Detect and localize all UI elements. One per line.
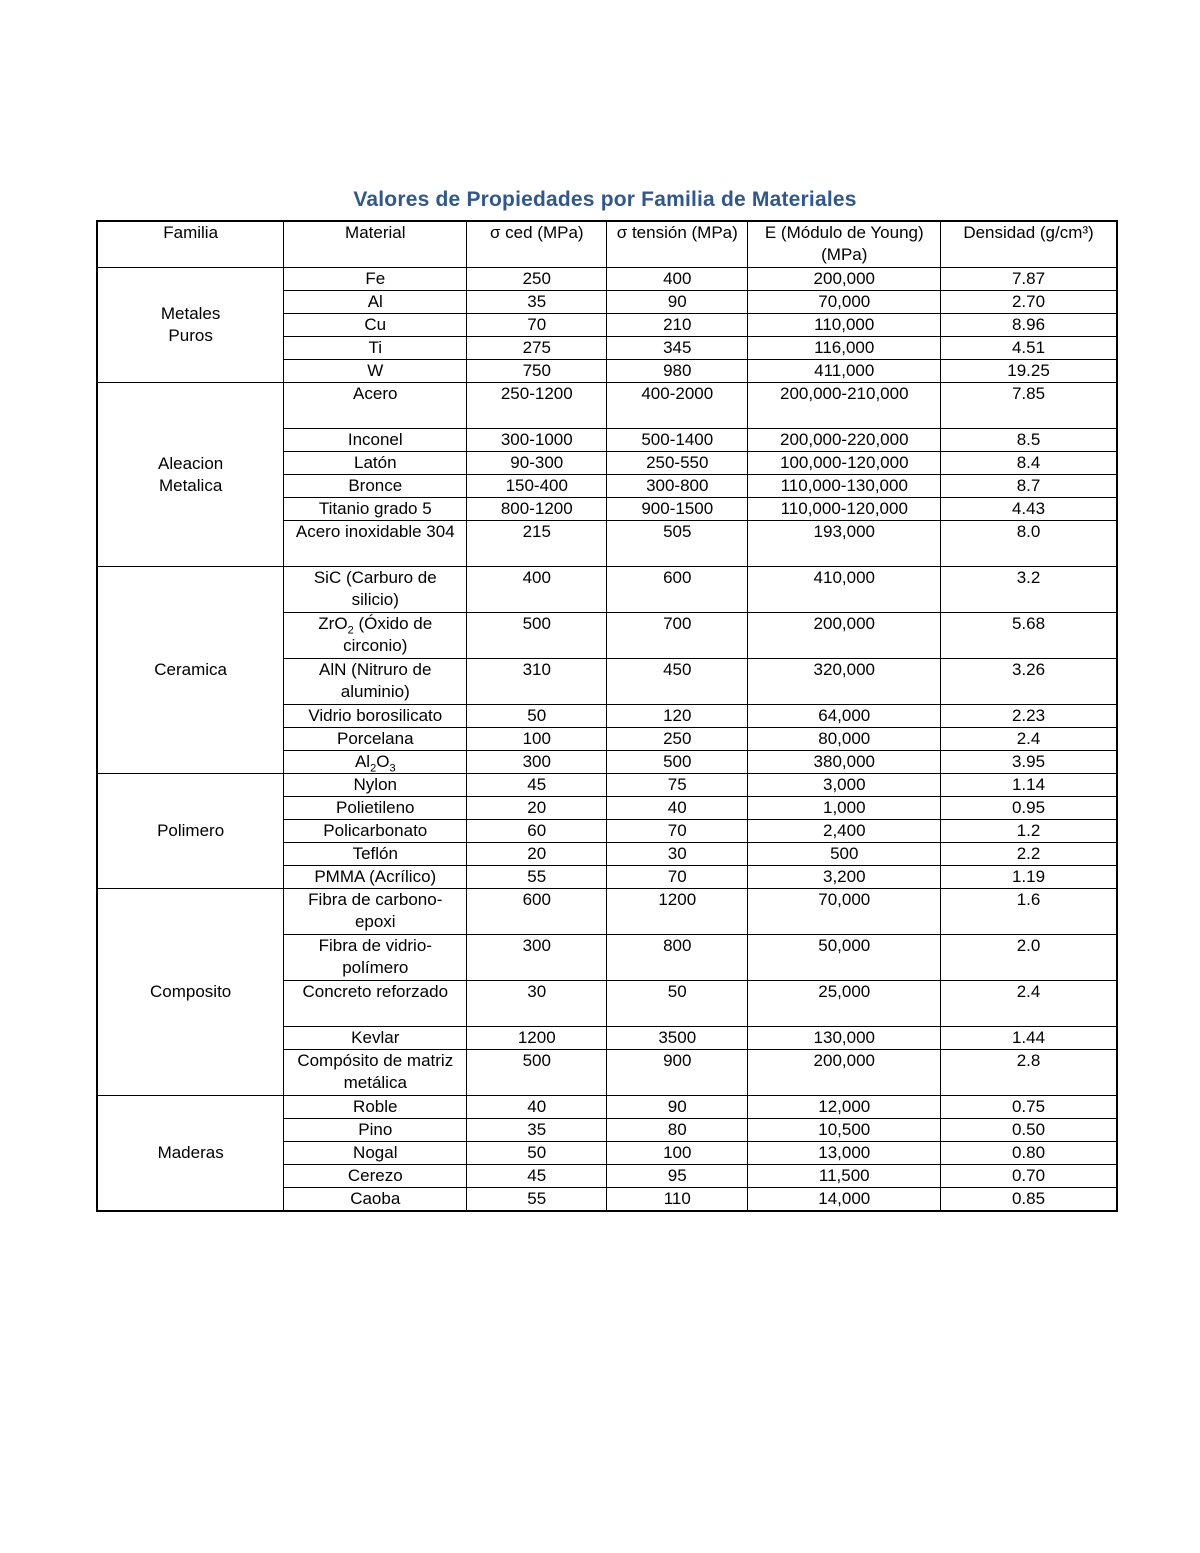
tensile-strength-cell: 90 xyxy=(607,291,748,314)
youngs-modulus-cell: 410,000 xyxy=(748,567,941,613)
yield-strength-cell: 55 xyxy=(467,1188,607,1212)
column-header: E (Módulo de Young) (MPa) xyxy=(748,221,941,268)
yield-strength-cell: 30 xyxy=(467,981,607,1027)
yield-strength-cell: 300 xyxy=(467,751,607,774)
tensile-strength-cell: 210 xyxy=(607,314,748,337)
youngs-modulus-cell: 110,000-120,000 xyxy=(748,498,941,521)
family-cell: Polimero xyxy=(97,774,284,889)
material-cell: PMMA (Acrílico) xyxy=(284,866,467,889)
youngs-modulus-cell: 100,000-120,000 xyxy=(748,452,941,475)
youngs-modulus-cell: 1,000 xyxy=(748,797,941,820)
column-header: σ ced (MPa) xyxy=(467,221,607,268)
youngs-modulus-cell: 3,200 xyxy=(748,866,941,889)
tensile-strength-cell: 980 xyxy=(607,360,748,383)
material-cell: Bronce xyxy=(284,475,467,498)
density-cell: 2.8 xyxy=(941,1050,1117,1096)
material-cell: Pino xyxy=(284,1119,467,1142)
tensile-strength-cell: 80 xyxy=(607,1119,748,1142)
material-cell: Acero inoxidable 304 xyxy=(284,521,467,567)
youngs-modulus-cell: 11,500 xyxy=(748,1165,941,1188)
material-cell: Nylon xyxy=(284,774,467,797)
table-row xyxy=(97,383,1117,429)
tensile-strength-cell: 70 xyxy=(607,820,748,843)
density-cell: 8.0 xyxy=(941,521,1117,567)
density-cell: 2.0 xyxy=(941,935,1117,981)
density-cell: 1.2 xyxy=(941,820,1117,843)
yield-strength-cell: 600 xyxy=(467,889,607,935)
family-cell: Aleacion Metalica xyxy=(97,383,284,567)
material-cell: Policarbonato xyxy=(284,820,467,843)
tensile-strength-cell: 600 xyxy=(607,567,748,613)
tensile-strength-cell: 345 xyxy=(607,337,748,360)
youngs-modulus-cell: 70,000 xyxy=(748,291,941,314)
yield-strength-cell: 500 xyxy=(467,613,607,659)
density-cell: 0.50 xyxy=(941,1119,1117,1142)
youngs-modulus-cell: 70,000 xyxy=(748,889,941,935)
youngs-modulus-cell: 13,000 xyxy=(748,1142,941,1165)
density-cell: 3.26 xyxy=(941,659,1117,705)
youngs-modulus-cell: 3,000 xyxy=(748,774,941,797)
yield-strength-cell: 310 xyxy=(467,659,607,705)
youngs-modulus-cell: 25,000 xyxy=(748,981,941,1027)
material-cell: Compósito de matriz metálica xyxy=(284,1050,467,1096)
tensile-strength-cell: 700 xyxy=(607,613,748,659)
yield-strength-cell: 50 xyxy=(467,705,607,728)
table-row xyxy=(97,774,1117,797)
yield-strength-cell: 35 xyxy=(467,291,607,314)
tensile-strength-cell: 120 xyxy=(607,705,748,728)
tensile-strength-cell: 400-2000 xyxy=(607,383,748,429)
youngs-modulus-cell: 10,500 xyxy=(748,1119,941,1142)
tensile-strength-cell: 50 xyxy=(607,981,748,1027)
tensile-strength-cell: 250 xyxy=(607,728,748,751)
tensile-strength-cell: 450 xyxy=(607,659,748,705)
density-cell: 4.51 xyxy=(941,337,1117,360)
tensile-strength-cell: 250-550 xyxy=(607,452,748,475)
density-cell: 8.4 xyxy=(941,452,1117,475)
density-cell: 19.25 xyxy=(941,360,1117,383)
youngs-modulus-cell: 200,000-210,000 xyxy=(748,383,941,429)
density-cell: 0.70 xyxy=(941,1165,1117,1188)
material-cell: Cerezo xyxy=(284,1165,467,1188)
header-row xyxy=(97,221,1117,268)
tensile-strength-cell: 400 xyxy=(607,268,748,291)
material-cell: ZrO$_2$ (Óxido de circonio) xyxy=(284,613,467,659)
material-cell: Porcelana xyxy=(284,728,467,751)
yield-strength-cell: 20 xyxy=(467,843,607,866)
yield-strength-cell: 50 xyxy=(467,1142,607,1165)
density-cell: 0.85 xyxy=(941,1188,1117,1212)
material-cell: SiC (Carburo de silicio) xyxy=(284,567,467,613)
density-cell: 3.2 xyxy=(941,567,1117,613)
column-header: σ tensión (MPa) xyxy=(607,221,748,268)
density-cell: 4.43 xyxy=(941,498,1117,521)
material-cell: AlN (Nitruro de aluminio) xyxy=(284,659,467,705)
material-cell: Al xyxy=(284,291,467,314)
material-cell: Inconel xyxy=(284,429,467,452)
density-cell: 8.7 xyxy=(941,475,1117,498)
page-title: Valores de Propiedades por Familia de Materiales xyxy=(353,188,857,211)
material-cell: Fe xyxy=(284,268,467,291)
yield-strength-cell: 150-400 xyxy=(467,475,607,498)
yield-strength-cell: 275 xyxy=(467,337,607,360)
tensile-strength-cell: 800 xyxy=(607,935,748,981)
material-cell: Acero xyxy=(284,383,467,429)
yield-strength-cell: 1200 xyxy=(467,1027,607,1050)
material-cell: Vidrio borosilicato xyxy=(284,705,467,728)
yield-strength-cell: 55 xyxy=(467,866,607,889)
yield-strength-cell: 90-300 xyxy=(467,452,607,475)
yield-strength-cell: 800-1200 xyxy=(467,498,607,521)
tensile-strength-cell: 70 xyxy=(607,866,748,889)
density-cell: 0.95 xyxy=(941,797,1117,820)
tensile-strength-cell: 95 xyxy=(607,1165,748,1188)
yield-strength-cell: 40 xyxy=(467,1096,607,1119)
density-cell: 2.23 xyxy=(941,705,1117,728)
youngs-modulus-cell: 50,000 xyxy=(748,935,941,981)
youngs-modulus-cell: 110,000 xyxy=(748,314,941,337)
density-cell: 2.2 xyxy=(941,843,1117,866)
youngs-modulus-cell: 200,000 xyxy=(748,613,941,659)
density-cell: 1.44 xyxy=(941,1027,1117,1050)
family-cell: Composito xyxy=(97,889,284,1096)
youngs-modulus-cell: 12,000 xyxy=(748,1096,941,1119)
density-cell: 8.96 xyxy=(941,314,1117,337)
youngs-modulus-cell: 193,000 xyxy=(748,521,941,567)
column-header: Densidad (g/cm³) xyxy=(941,221,1117,268)
yield-strength-cell: 215 xyxy=(467,521,607,567)
youngs-modulus-cell: 130,000 xyxy=(748,1027,941,1050)
density-cell: 7.85 xyxy=(941,383,1117,429)
youngs-modulus-cell: 200,000 xyxy=(748,268,941,291)
density-cell: 3.95 xyxy=(941,751,1117,774)
tensile-strength-cell: 40 xyxy=(607,797,748,820)
tensile-strength-cell: 110 xyxy=(607,1188,748,1212)
table-row xyxy=(97,567,1117,613)
tensile-strength-cell: 300-800 xyxy=(607,475,748,498)
material-cell: Ti xyxy=(284,337,467,360)
family-cell: Metales Puros xyxy=(97,268,284,383)
density-cell: 1.14 xyxy=(941,774,1117,797)
yield-strength-cell: 70 xyxy=(467,314,607,337)
youngs-modulus-cell: 2,400 xyxy=(748,820,941,843)
yield-strength-cell: 300-1000 xyxy=(467,429,607,452)
youngs-modulus-cell: 320,000 xyxy=(748,659,941,705)
material-cell: Polietileno xyxy=(284,797,467,820)
density-cell: 8.5 xyxy=(941,429,1117,452)
density-cell: 2.70 xyxy=(941,291,1117,314)
material-cell: Fibra de vidrio-polímero xyxy=(284,935,467,981)
yield-strength-cell: 60 xyxy=(467,820,607,843)
material-cell: $Al_2O_3$ xyxy=(284,751,467,774)
yield-strength-cell: 20 xyxy=(467,797,607,820)
material-cell: Caoba xyxy=(284,1188,467,1212)
material-cell: Cu xyxy=(284,314,467,337)
youngs-modulus-cell: 411,000 xyxy=(748,360,941,383)
tensile-strength-cell: 500-1400 xyxy=(607,429,748,452)
column-header: Familia xyxy=(97,221,284,268)
family-cell: Maderas xyxy=(97,1096,284,1212)
tensile-strength-cell: 100 xyxy=(607,1142,748,1165)
material-cell: W xyxy=(284,360,467,383)
table-row xyxy=(97,889,1117,935)
material-cell: Latón xyxy=(284,452,467,475)
yield-strength-cell: 45 xyxy=(467,774,607,797)
youngs-modulus-cell: 380,000 xyxy=(748,751,941,774)
column-header: Material xyxy=(284,221,467,268)
density-cell: 1.6 xyxy=(941,889,1117,935)
yield-strength-cell: 750 xyxy=(467,360,607,383)
density-cell: 0.80 xyxy=(941,1142,1117,1165)
youngs-modulus-cell: 200,000 xyxy=(748,1050,941,1096)
material-cell: Nogal xyxy=(284,1142,467,1165)
youngs-modulus-cell: 110,000-130,000 xyxy=(748,475,941,498)
youngs-modulus-cell: 500 xyxy=(748,843,941,866)
material-cell: Fibra de carbono-epoxi xyxy=(284,889,467,935)
youngs-modulus-cell: 200,000-220,000 xyxy=(748,429,941,452)
material-cell: Teflón xyxy=(284,843,467,866)
yield-strength-cell: 250-1200 xyxy=(467,383,607,429)
yield-strength-cell: 100 xyxy=(467,728,607,751)
tensile-strength-cell: 90 xyxy=(607,1096,748,1119)
table-row xyxy=(97,268,1117,291)
tensile-strength-cell: 3500 xyxy=(607,1027,748,1050)
material-cell: Kevlar xyxy=(284,1027,467,1050)
table-row xyxy=(97,1096,1117,1119)
family-cell: Ceramica xyxy=(97,567,284,774)
material-cell: Titanio grado 5 xyxy=(284,498,467,521)
youngs-modulus-cell: 116,000 xyxy=(748,337,941,360)
material-cell: Concreto reforzado xyxy=(284,981,467,1027)
density-cell: 1.19 xyxy=(941,866,1117,889)
density-cell: 0.75 xyxy=(941,1096,1117,1119)
tensile-strength-cell: 1200 xyxy=(607,889,748,935)
density-cell: 7.87 xyxy=(941,268,1117,291)
properties-table xyxy=(96,220,1118,1212)
tensile-strength-cell: 900 xyxy=(607,1050,748,1096)
density-cell: 5.68 xyxy=(941,613,1117,659)
yield-strength-cell: 300 xyxy=(467,935,607,981)
density-cell: 2.4 xyxy=(941,728,1117,751)
yield-strength-cell: 35 xyxy=(467,1119,607,1142)
yield-strength-cell: 400 xyxy=(467,567,607,613)
yield-strength-cell: 45 xyxy=(467,1165,607,1188)
yield-strength-cell: 500 xyxy=(467,1050,607,1096)
tensile-strength-cell: 75 xyxy=(607,774,748,797)
youngs-modulus-cell: 64,000 xyxy=(748,705,941,728)
youngs-modulus-cell: 14,000 xyxy=(748,1188,941,1212)
tensile-strength-cell: 505 xyxy=(607,521,748,567)
density-cell: 2.4 xyxy=(941,981,1117,1027)
yield-strength-cell: 250 xyxy=(467,268,607,291)
tensile-strength-cell: 30 xyxy=(607,843,748,866)
tensile-strength-cell: 900-1500 xyxy=(607,498,748,521)
material-cell: Roble xyxy=(284,1096,467,1119)
tensile-strength-cell: 500 xyxy=(607,751,748,774)
youngs-modulus-cell: 80,000 xyxy=(748,728,941,751)
